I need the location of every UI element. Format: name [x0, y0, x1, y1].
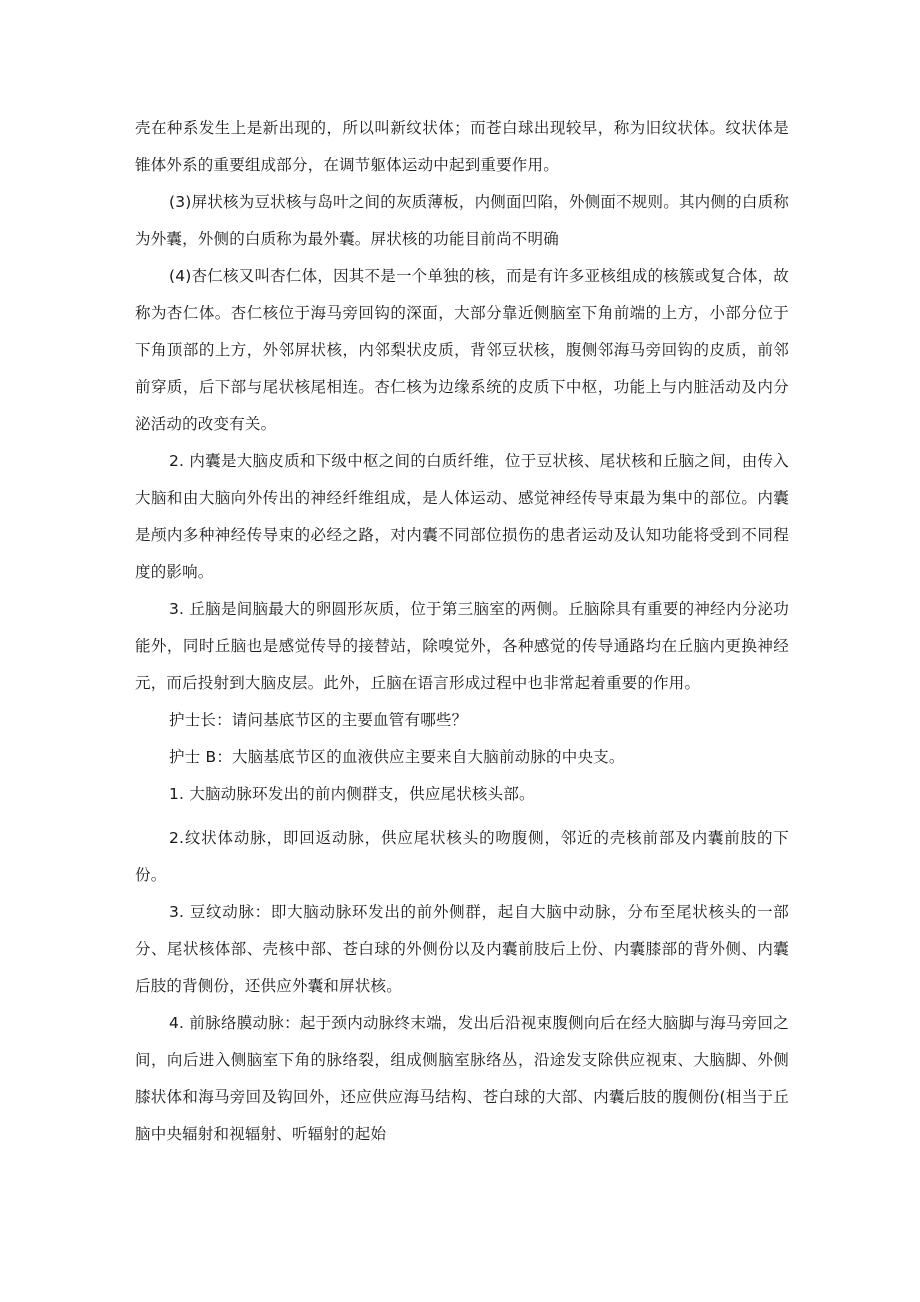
document-body [135, 110, 789, 1153]
paragraph-thalamus: 3. 丘脑是间脑最大的卵圆形灰质，位于第三脑室的两侧。丘脑除具有重要的神经内分泌功能外，同时丘脑也是感觉传导的接替站，除嗅觉外，各种感觉的传导通路均在丘脑内更换神经元，而后投射到大脑皮层。此外，丘脑在语言形成过程中也非常起着重要的作用。 [135, 600, 789, 692]
paragraph-head-nurse-question: 护士长：请问基底节区的主要血管有哪些？ [169, 711, 468, 729]
paragraph-artery-4: 4. 前脉络膜动脉：起于颈内动脉终末端，发出后沿视束腹侧向后在经大脑脚与海马旁回之间，向后进入侧脑室下角的脉络裂，组成侧脑室脉络丛，沿途发支除供应视束、大脑脚、外侧膝状体和海马旁回及钩回外，还应供应海马结构、苍白球的大部、内囊后肢的腹侧份(相当于丘脑中央辐射和视辐射、听辐射的起始 [135, 1014, 789, 1143]
paragraph-artery-1: 1. 大脑动脉环发出的前内侧群支，供应尾状核头部。 [169, 785, 535, 803]
paragraph-continuation-striatum: 壳在种系发生上是新出现的，所以叫新纹状体；而苍白球出现较早，称为旧纹状体。纹状体是锥体外系的重要组成部分，在调节躯体运动中起到重要作用。 [135, 119, 789, 174]
paragraph-nurse-b-answer: 护士 B：大脑基底节区的血液供应主要来自大脑前动脉的中央支。 [169, 748, 625, 766]
paragraph-claustrum: (3)屏状核为豆状核与岛叶之间的灰质薄板，内侧面凹陷，外侧面不规则。其内侧的白质称为外囊，外侧的白质称为最外囊。屏状核的功能目前尚不明确 [135, 193, 789, 248]
paragraph-amygdala: (4)杏仁核又叫杏仁体，因其不是一个单独的核，而是有许多亚核组成的核簇或复合体，故称为杏仁体。杏仁核位于海马旁回钩的深面，大部分靠近侧脑室下角前端的上方，小部分位于下角顶部的上方，外邻屏状核，内邻梨状皮质，背邻豆状核，腹侧邻海马旁回钩的皮质，前邻前穿质，后下部与尾状核尾相连。杏仁核为边缘系统的皮质下中枢，功能上与内脏活动及内分泌活动的改变有关。 [135, 267, 789, 433]
paragraph-internal-capsule: 2. 内囊是大脑皮质和下级中枢之间的白质纤维，位于豆状核、尾状核和丘脑之间，由传入大脑和由大脑向外传出的神经纤维组成，是人体运动、感觉神经传导束最为集中的部位。内囊是颅内多种神经传导束的必经之路，对内囊不同部位损伤的患者运动及认知功能将受到不同程度的影响。 [135, 452, 789, 581]
paragraph-artery-2: 2.纹状体动脉，即回返动脉，供应尾状核头的吻腹侧，邻近的壳核前部及内囊前肢的下份。 [135, 829, 789, 884]
paragraph-artery-3: 3. 豆纹动脉：即大脑动脉环发出的前外侧群，起自大脑中动脉，分布至尾状核头的一部分、尾状核体部、壳核中部、苍白球的外侧份以及内囊前肢后上份、内囊膝部的背外侧、内囊后肢的背侧份，还供应外囊和屏状核。 [135, 903, 789, 995]
